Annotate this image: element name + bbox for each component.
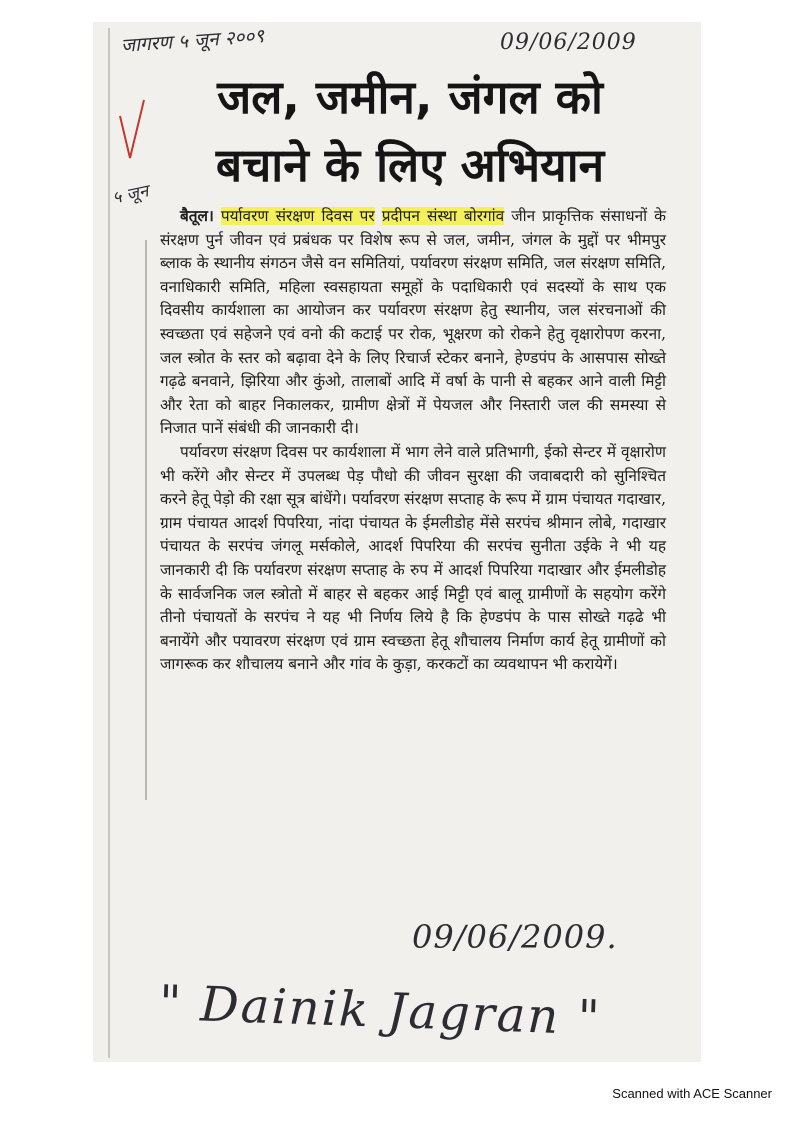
handwritten-side-note: ५ जून	[110, 181, 151, 209]
highlighted-organization: प्रदीपन संस्था बोरगांव	[381, 207, 505, 225]
article-body	[160, 205, 666, 677]
highlighted-phrase: पर्यावरण संरक्षण दिवस पर	[220, 207, 375, 225]
handwritten-date-top-right: 09/06/2009	[500, 30, 637, 55]
scanner-credit: Scanned with ACE Scanner	[612, 1086, 772, 1101]
margin-rule	[145, 240, 147, 800]
clipping-edge-shadow	[108, 28, 110, 1058]
article-paragraph-2: पर्यावरण संरक्षण दिवस पर कार्यशाला में भाग लेने वाले प्रतिभागी, ईको सेन्टर में वृक्षारोण भी करेंगे और सेन्टर में उपलब्ध पेड़ पौधो की जीवन सुरक्षा की जवाबदारी को सुनिश्चित करने हेतू पेड़ो की रक्षा सूत्र बांधेंगे। पर्यावरण संरक्षण सप्ताह के रूप में ग्राम पंचायत गदाखार, ग्राम पंचायत आदर्श पिपरिया, नांदा पंचायत के ईमलीडोह मेंसे सरपंच श्रीमान लोबे, गदाखार पंचायत के सरपंच जंगलू मर्सकोले, आदर्श पिपरिया की सरपंच सुनीता उईके ने भी यह जानकारी दी कि पर्यावरण संरक्षण सप्ताह के रुप में आदर्श पिपरिया गदाखार और ईमलीडोह के सार्वजनिक जल स्त्रोतो में बाहर से बहकर आई मिट्टी एवं बालू ग्रामीणों के सहयोग करेंगे तीनो पंचायतों के सरपंच ने यह भी निर्णय लिये है कि हेण्डपंप के पास सोख्ते गढ़ढे भी बनायेंगे और पयावरण संरक्षण एवं ग्राम स्वच्छता हेतू शौचालय निर्माण कार्य हेतू ग्रामीणों को जागरूक कर शौचालय बनाने और गांव के कुड़ा, करकटों का व्यवथापन भी करायेगें।	[160, 442, 666, 674]
handwritten-source-note: " Dainik Jagran "	[158, 975, 603, 1047]
article-paragraph-1	[160, 205, 666, 441]
headline-line-1: जल, जमीन, जंगल को	[217, 70, 603, 124]
handwritten-note-top-left: जागरण ५ जून २००९	[120, 24, 265, 57]
paragraph-1-text: जीन प्राकृत्तिक संसाधनों के संरक्षण पुर्न जीवन एवं प्रबंधक पर विशेष रूप से जल, जमीन, जंगल के मुद्दों पर भीमपुर ब्लाक के स्थानीय संगठन जैसे वन समितियां, पर्यावरण संरक्षण समिति, जल संरक्षण समिति, वनाधिकारी समिति, महिला स्वसहायता समूहों के पदाधिकारी एवं सदस्यों के साथ एक दिवसीय कार्यशाला का आयोजन कर पर्यावरण संरक्षण हेतु स्थानीय, जल संरचनाओं की स्वच्छता एवं सहेजने एवं वनो की कटाई पर रोक, भूक्षरण को रोकने हेतु वृक्षारोपण करना, जल स्त्रोत के स्तर को बढ़ावा देने के लिए रिचार्ज स्टेकर बनाने, हेण्डपंप के आसपास सोख्ते गढ़ढे बनवाने, झिरिया और कुंओ, तालाबों आदि में वर्षा के पानी से बहकर आने वाली मिट्टी और रेता को बाहर निकालकर, ग्रामीण क्षेत्रों में पेयजल और निस्तारी जल की समस्या से निजात पानें संबंधी की जानकारी दी।	[160, 207, 666, 438]
dateline: बैतूल।	[180, 207, 214, 225]
headline-line-2: बचाने के लिए अभियान	[215, 138, 605, 192]
handwritten-date-bottom: 09/06/2009.	[412, 918, 618, 956]
